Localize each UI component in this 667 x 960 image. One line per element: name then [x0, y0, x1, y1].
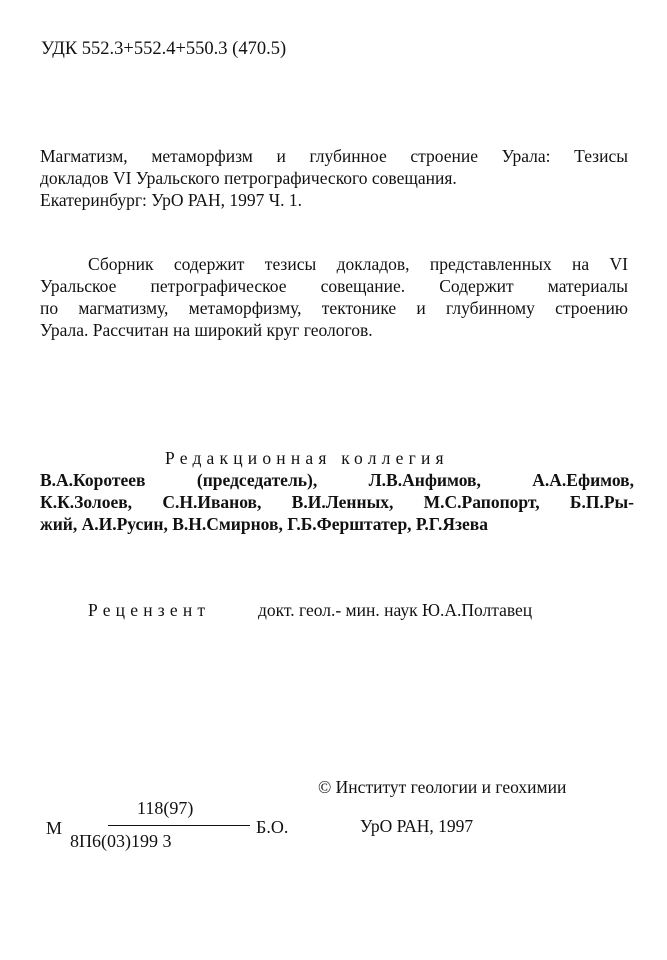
bibliographic-title-line-1: Магматизм, метаморфизм и глубинное строение Урала: Тезисы — [40, 146, 628, 166]
udk-code: УДК 552.3+552.4+550.3 (470.5) — [41, 39, 287, 59]
copyright-line-1: © Институт геологии и геохимии — [318, 777, 567, 797]
bibliographic-title-line-3: Екатеринбург: УрО РАН, 1997 Ч. 1. — [40, 190, 303, 210]
copyright-line-2: УрО РАН, 1997 — [360, 816, 474, 836]
reviewer-label: Рецензент — [88, 600, 211, 620]
fraction-bar — [108, 825, 250, 826]
editorial-board-line-1: В.А.Коротеев (председатель), Л.В.Анфимов, А.А.Ефимов, — [40, 470, 634, 490]
editorial-board-heading: Редакционная коллегия — [165, 448, 449, 468]
abstract-line-3: по магматизму, метаморфизму, тектонике и глубинному строению — [40, 298, 628, 318]
abstract-line-1: Сборник содержит тезисы докладов, представленных на VI — [88, 254, 628, 274]
catalog-index — [42, 798, 302, 858]
index-numerator: 118(97) — [137, 798, 194, 818]
bibliographic-title-line-2: докладов VI Уральского петрографического совещания. — [40, 168, 457, 188]
index-prefix: М — [46, 818, 63, 838]
index-suffix: Б.О. — [256, 817, 289, 837]
index-denominator: 8П6(03)199 3 — [70, 831, 172, 851]
editorial-board-line-3: жий, А.И.Русин, В.Н.Смирнов, Г.Б.Ферштатер, Р.Г.Язева — [40, 514, 488, 534]
abstract-line-2: Уральское петрографическое совещание. Содержит материалы — [40, 276, 628, 296]
reviewer-name: докт. геол.- мин. наук Ю.А.Полтавец — [258, 600, 533, 620]
editorial-board-line-2: К.К.Золоев, С.Н.Иванов, В.И.Ленных, М.С.Рапопорт, Б.П.Ры- — [40, 492, 634, 512]
abstract-line-4: Урала. Рассчитан на широкий круг геологов. — [40, 320, 373, 340]
